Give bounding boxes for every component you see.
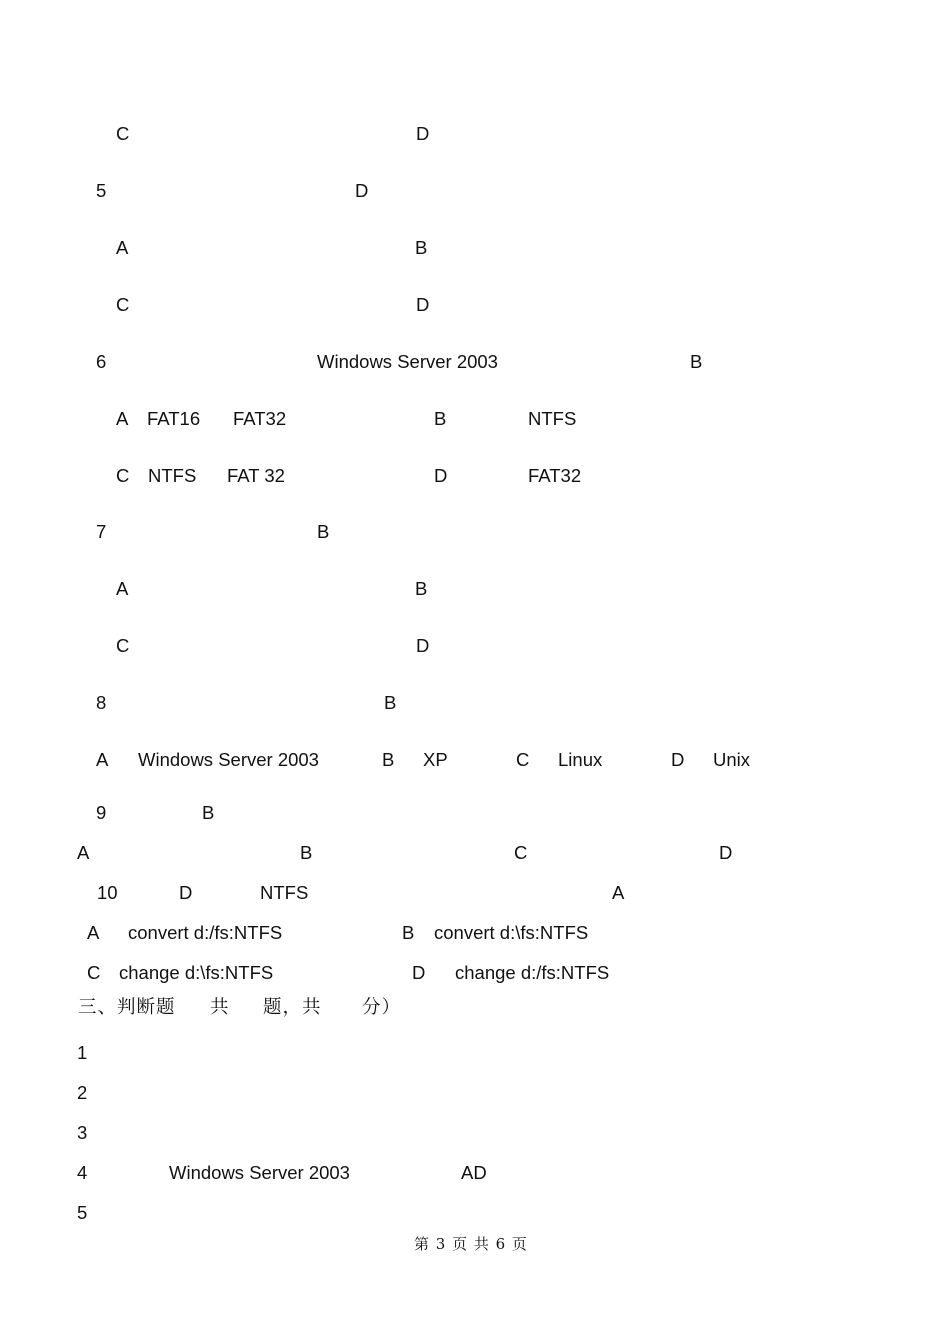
q6-option-a-letter: A [116,408,129,429]
q8-option-c-letter: C [516,749,530,770]
q10-option-a-letter: A [87,922,100,943]
q9-option-d: D [719,842,733,863]
tf-item-5-number: 5 [77,1202,88,1223]
section3-heading-part1: 三、判断题 [78,997,176,1018]
q8-number: 8 [96,692,107,713]
tf-item-1-number: 1 [77,1042,88,1063]
section3-heading-part2: 共 [210,997,230,1018]
q7-answer: B [317,521,330,542]
page-footer: 第 3 页 共 6 页 [414,1235,528,1253]
q8-option-a-letter: A [96,749,109,770]
q10-drive: D [179,882,193,903]
q8-option-d-letter: D [671,749,685,770]
q10-option-b-cmd: convert d:\fs:NTFS [434,922,589,943]
q8-option-b-text: XP [423,749,448,770]
q10-option-d-letter: D [412,962,426,983]
q7-option-c: C [116,635,130,656]
q6-option-c-letter: C [116,465,130,486]
q6-option-a-fs2: FAT32 [233,408,287,429]
q6-option-d-letter: D [434,465,448,486]
q10-option-c-cmd: change d:\fs:NTFS [119,962,274,983]
q6-option-c-fs1: NTFS [148,465,197,486]
q5-option-c: C [116,294,130,315]
q5-option-d: D [416,294,430,315]
q7-number: 7 [96,521,107,542]
q9-answer: B [202,802,215,823]
q10-option-c-letter: C [87,962,101,983]
q7-option-b: B [415,578,428,599]
q10-option-d-cmd: change d:/fs:NTFS [455,962,610,983]
tf-item-2-number: 2 [77,1082,88,1103]
q6-option-c-fs2: FAT 32 [227,465,285,486]
q10-fs: NTFS [260,882,309,903]
q7-option-d: D [416,635,430,656]
q6-option-d-fs: FAT32 [528,465,582,486]
q9-option-b: B [300,842,313,863]
q8-option-a-text: Windows Server 2003 [138,749,319,770]
q4-option-d: D [416,123,430,144]
q10-answer: A [612,882,625,903]
q8-option-c-text: Linux [558,749,603,770]
q8-option-d-text: Unix [713,749,751,770]
q7-option-a: A [116,578,129,599]
q5-answer: D [355,180,369,201]
q10-number: 10 [97,882,118,903]
q9-option-c: C [514,842,528,863]
q6-option-a-fs1: FAT16 [147,408,201,429]
q9-number: 9 [96,802,107,823]
q6-answer: B [690,351,703,372]
tf-item-4-number: 4 [77,1162,88,1183]
q4-option-c: C [116,123,130,144]
section3-heading-part4: 分） [362,997,402,1018]
q5-option-a: A [116,237,129,258]
q5-number: 5 [96,180,107,201]
tf-item-3-number: 3 [77,1122,88,1143]
q6-product: Windows Server 2003 [317,351,498,372]
q6-option-b-fs: NTFS [528,408,577,429]
q10-option-a-cmd: convert d:/fs:NTFS [128,922,283,943]
q5-option-b: B [415,237,428,258]
section3-heading-part3: 题，共 [263,997,322,1018]
q9-option-a: A [77,842,90,863]
tf-item-4-ad: AD [461,1162,487,1183]
q8-option-b-letter: B [382,749,395,770]
q6-option-b-letter: B [434,408,447,429]
q10-option-b-letter: B [402,922,415,943]
q6-number: 6 [96,351,107,372]
tf-item-4-product: Windows Server 2003 [169,1162,350,1183]
q8-answer: B [384,692,397,713]
